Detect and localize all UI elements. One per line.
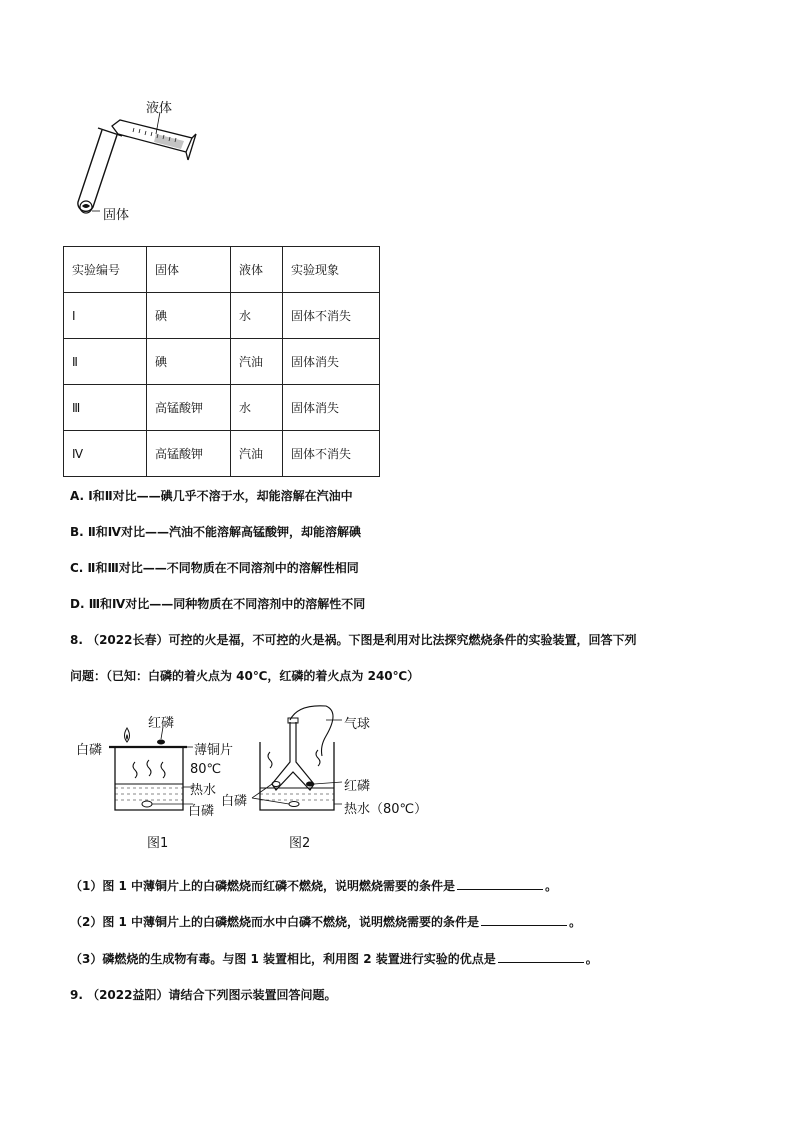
table-cell: 汽油: [231, 431, 283, 477]
sub-question-1-text: （1）图 1 中薄铜片上的白磷燃烧而红磷不燃烧，说明燃烧需要的条件是: [70, 879, 456, 893]
sub-question-1: [70, 877, 557, 894]
header-cell: 固体: [147, 247, 231, 293]
question-8-line1: 8. （2022长春）可控的火是福，不可控的火是祸。下图是利用对比法探究燃烧条件的实验装置，回答下列: [70, 633, 637, 647]
experiment-table: [63, 246, 380, 477]
figure-1-caption: 图1: [147, 836, 169, 851]
table-cell: 固体不消失: [283, 293, 380, 339]
figure-2-caption: 图2: [289, 836, 311, 851]
fig1-hot-water-label: 热水: [190, 783, 217, 798]
sub-question-3: [70, 950, 598, 967]
table-cell: Ⅳ: [64, 431, 147, 477]
test-tube: [78, 128, 122, 211]
header-cell: 实验编号: [64, 247, 147, 293]
table-row: [64, 385, 380, 431]
option-d: D. Ⅲ和Ⅳ对比——同种物质在不同溶剂中的溶解性不同: [70, 597, 366, 611]
table-cell: 固体消失: [283, 339, 380, 385]
sub-question-2-end: 。: [569, 915, 582, 929]
table-row: [64, 431, 380, 477]
fig2-red-phosphorus-label: 红磷: [344, 779, 371, 794]
liquid-label: 液体: [146, 101, 173, 116]
fig1-white-phosphorus-bottom-label: 白磷: [188, 804, 215, 819]
table-row: [64, 339, 380, 385]
fig1-copper-plate-label: 薄铜片: [194, 743, 234, 758]
answer-blank-1[interactable]: [457, 879, 543, 890]
table-cell: 固体不消失: [283, 431, 380, 477]
fig1-white-phosphorus-label: 白磷: [76, 743, 103, 758]
fig2-white-phosphorus-label: 白磷: [221, 794, 248, 809]
table-cell: 汽油: [231, 339, 283, 385]
answer-blank-2[interactable]: [481, 915, 567, 926]
answer-blank-3[interactable]: [498, 952, 584, 963]
table-cell: 水: [231, 385, 283, 431]
header-cell: 液体: [231, 247, 283, 293]
table-cell: 高锰酸钾: [147, 385, 231, 431]
solid-label: 固体: [103, 208, 130, 223]
sub-question-1-end: 。: [545, 879, 558, 893]
option-a: A. Ⅰ和Ⅱ对比——碘几乎不溶于水，却能溶解在汽油中: [70, 489, 353, 503]
table-cell: 碘: [147, 339, 231, 385]
question-8-line2: 问题：（已知：白磷的着火点为 40℃，红磷的着火点为 240℃）: [70, 669, 420, 683]
fig1-red-phosphorus-label: 红磷: [148, 716, 175, 731]
table-cell: 碘: [147, 293, 231, 339]
table-row: [64, 293, 380, 339]
fig1-temperature-label: 80℃: [190, 762, 222, 777]
fig2-balloon-label: 气球: [344, 717, 371, 732]
table-cell: 水: [231, 293, 283, 339]
graduated-cylinder: [112, 120, 196, 160]
fig2-hot-water-label: 热水（80℃）: [344, 802, 428, 817]
figure-2-apparatus: [250, 700, 350, 818]
table-cell: Ⅰ: [64, 293, 147, 339]
table-cell: 高锰酸钾: [147, 431, 231, 477]
figure-1-apparatus: [105, 722, 195, 817]
sub-question-2: [70, 913, 581, 930]
option-c: C. Ⅱ和Ⅲ对比——不同物质在不同溶剂中的溶解性相同: [70, 561, 359, 575]
table-cell: Ⅲ: [64, 385, 147, 431]
header-cell: 实验现象: [283, 247, 380, 293]
pouring-apparatus-figure: [60, 90, 220, 230]
sub-question-2-text: （2）图 1 中薄铜片上的白磷燃烧而水中白磷不燃烧，说明燃烧需要的条件是: [70, 915, 480, 929]
table-header-row: [64, 247, 380, 293]
table-cell: 固体消失: [283, 385, 380, 431]
question-9: 9. （2022益阳）请结合下列图示装置回答问题。: [70, 988, 337, 1002]
sub-question-3-end: 。: [585, 952, 598, 966]
sub-question-3-text: （3）磷燃烧的生成物有毒。与图 1 装置相比，利用图 2 装置进行实验的优点是: [70, 952, 496, 966]
option-b: B. Ⅱ和Ⅳ对比——汽油不能溶解高锰酸钾，却能溶解碘: [70, 525, 361, 539]
table-cell: Ⅱ: [64, 339, 147, 385]
